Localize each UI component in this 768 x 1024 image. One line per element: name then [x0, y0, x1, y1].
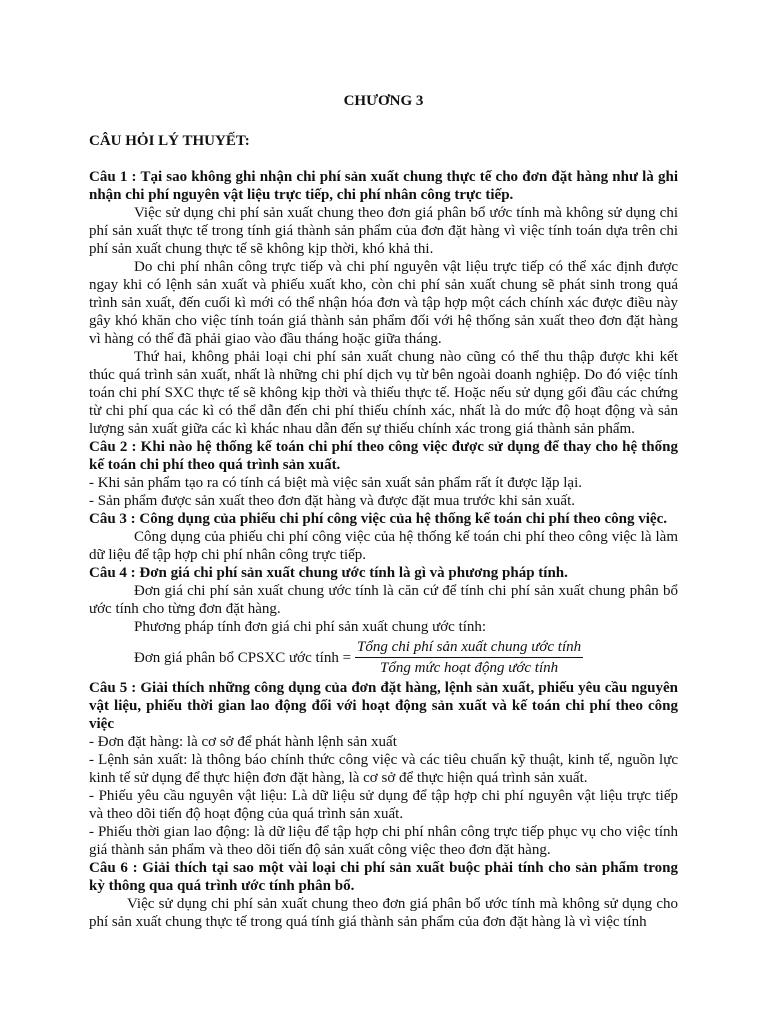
- formula-denominator: Tổng mức hoạt động ước tính: [380, 660, 559, 676]
- question-4: Câu 4 : Đơn giá chi phí sản xuất chung ước tính là gì và phương pháp tính.: [89, 565, 568, 581]
- overhead-rate-formula: [134, 638, 678, 677]
- answer-1-paragraph-1: Việc sử dụng chi phí sản xuất chung theo đơn giá phân bổ ước tính mà không sử dụng chi phí sản xuất thực tế trong tính giá thành sản phẩm của đơn đặt hàng vì việc tính toán dựa trên chi phí sản xuất chung thực tế sẽ không kịp thời, khó khả thi.: [89, 205, 678, 257]
- formula-numerator: Tổng chi phí sản xuất chung ước tính: [355, 638, 583, 658]
- question-5: Câu 5 : Giải thích những công dụng của đơn đặt hàng, lệnh sản xuất, phiếu yêu cầu nguyên vật liệu, phiếu thời gian lao động đối với hoạt động sản xuất và kế toán chi phí theo công việc: [89, 680, 678, 732]
- section-title: CÂU HỎI LÝ THUYẾT:: [89, 133, 250, 149]
- answer-2-bullet-1: - Khi sản phẩm tạo ra có tính cá biệt mà việc sản xuất sản phẩm rất ít được lặp lại.: [89, 475, 582, 491]
- answer-2-bullet-2: - Sản phẩm được sản xuất theo đơn đặt hàng và được đặt mua trước khi sản xuất.: [89, 493, 575, 509]
- question-2: Câu 2 : Khi nào hệ thống kế toán chi phí theo công việc được sử dụng để thay cho hệ thống kế toán chi phí theo quá trình sản xuất.: [89, 439, 678, 473]
- document-body: [89, 92, 678, 931]
- answer-5-bullet-2: - Lệnh sản xuất: là thông báo chính thức công việc và các tiêu chuẩn kỹ thuật, kinh tế, nguồn lực kinh tế sử dụng để thực hiện đơn đặt hàng, là cơ sở để thực hiện quá trình sản xuất.: [89, 752, 678, 786]
- answer-6-paragraph-1: Việc sử dụng chi phí sản xuất chung theo đơn giá phân bổ ước tính mà không sử dụng cho phí sản xuất chung thực tế trong quá tính giá thành sản phẩm của đơn đặt hàng là vì việc tính: [89, 896, 678, 930]
- answer-5-bullet-4: - Phiếu thời gian lao động: là dữ liệu để tập hợp chi phí nhân công trực tiếp phục vụ cho việc tính giá thành sản phẩm và theo dõi tiến độ sản xuất công việc theo đơn đặt hàng.: [89, 824, 678, 858]
- formula-fraction: [355, 638, 583, 677]
- answer-5-bullet-1: - Đơn đặt hàng: là cơ sở để phát hành lệnh sản xuất: [89, 734, 397, 750]
- question-6: Câu 6 : Giải thích tại sao một vài loại chi phí sản xuất buộc phải tính cho sản phẩm trong kỳ thông qua quá trình ước tính phân bổ.: [89, 860, 678, 894]
- answer-4-paragraph-1: Đơn giá chi phí sản xuất chung ước tính là căn cứ để tính chi phí sản xuất chung phân bổ ước tính cho từng đơn đặt hàng.: [89, 583, 678, 617]
- formula-left-side: Đơn giá phân bổ CPSXC ước tính =: [134, 649, 352, 666]
- answer-3-paragraph-1: Công dụng của phiếu chi phí công việc của hệ thống kế toán chi phí theo công việc là làm dữ liệu để tập hợp chi phí nhân công trực tiếp.: [89, 529, 678, 563]
- answer-4-paragraph-2: Phương pháp tính đơn giá chi phí sản xuất chung ước tính:: [134, 619, 487, 635]
- chapter-title: CHƯƠNG 3: [343, 93, 424, 109]
- answer-1-paragraph-2: Do chi phí nhân công trực tiếp và chi phí nguyên vật liệu trực tiếp có thể xác định được ngay khi có lệnh sản xuất và phiếu xuất kho, còn chi phí sản xuất chung sẽ phát sinh trong quá trình sản xuất, đến cuối kì mới có thể nhận hóa đơn và tập hợp một cách chính xác được điều này gây khó khăn cho việc tính toán giá thành sản phẩm đối với hệ thống sản xuất theo đơn đặt hàng vì hàng có thể đã phải giao vào đầu tháng hoặc giữa tháng.: [89, 259, 678, 347]
- question-3: Câu 3 : Công dụng của phiếu chi phí công việc của hệ thống kế toán chi phí theo công việc.: [89, 511, 667, 527]
- answer-1-paragraph-3: Thứ hai, không phải loại chi phí sản xuất chung nào cũng có thể thu thập được khi kết thúc quá trình sản xuất, nhất là những chi phí dịch vụ từ bên ngoài doanh nghiệp. Do đó việc tính toán chi phí SXC thực tế sẽ không kịp thời và thiếu thực tế. Hoặc nếu sử dụng gối đầu các chứng từ chi phí qua các kì có thể dẫn đến chi phí thiếu chính xác, nhất là do mức độ hoạt động và sản lượng sản xuất giữa các kì khác nhau dẫn đến sự thiếu chính xác trong giá thành sản phẩm.: [89, 349, 678, 437]
- question-1: Câu 1 : Tại sao không ghi nhận chi phí sản xuất chung thực tế cho đơn đặt hàng như là ghi nhận chi phí nguyên vật liệu trực tiếp, chi phí nhân công trực tiếp.: [89, 169, 678, 203]
- answer-5-bullet-3: - Phiếu yêu cầu nguyên vật liệu: Là dữ liệu sử dụng để tập hợp chi phí nguyên vật liệu trực tiếp và theo dõi tiến độ hoạt động của quá trình sản xuất.: [89, 788, 678, 822]
